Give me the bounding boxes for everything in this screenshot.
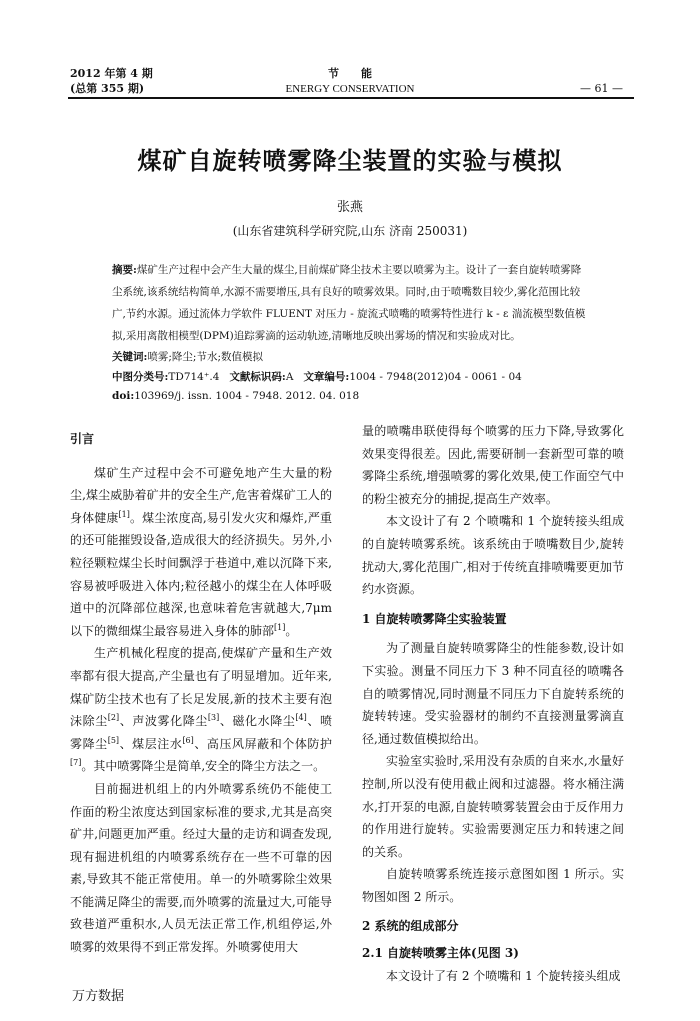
section-2-1-heading: 2.1 自旋转喷雾主体(见图 3)	[362, 946, 519, 961]
intro-heading: 引言	[70, 432, 95, 446]
section-2-heading: 2 系统的组成部分	[362, 919, 459, 934]
section-1-paragraph-1: 为了测量自旋转喷雾降尘的性能参数,设计如下实验。测量不同压力下 3 种不同直径的喷嘴各自的喷雾情况,同时测量不同压力下自旋转系统的旋转转速。受实验器材的制约不直接测量雾滴直径,通过数值模拟给出。	[362, 641, 624, 746]
keywords-text: 喷雾;降尘;节水;数值模拟	[147, 351, 264, 363]
author-name: 张燕	[336, 200, 363, 215]
doc-code-value: A	[285, 371, 294, 383]
wanfang-watermark: 万方数据	[72, 989, 125, 1004]
journal-name-en: ENERGY CONSERVATION	[285, 83, 415, 95]
right-column	[362, 420, 624, 987]
section-1-heading: 1 自旋转喷雾降尘实验装置	[362, 611, 507, 626]
author-affiliation: (山东省建筑科学研究院,山东 济南 250031)	[232, 224, 468, 238]
abstract	[112, 259, 590, 347]
intro-paragraph-1: 煤矿生产过程中会不可避免地产生大量的粉尘,煤尘威胁着矿井的安全生产,危害着煤矿工人的身体健康[1]。煤尘浓度高,易引发火灾和爆炸,严重的还可能摧毁设备,造成很大的经济损失。另外,小粒径颗粒煤尘长时间飘浮于巷道中,难以沉降下来,容易被呼吸进入体内;粒径越小的煤尘在人体呼吸道中的沉降部位越深,也意味着危害就越大,7μm 以下的微细煤尘最容易进入身体的肺部[1]。	[70, 465, 332, 638]
intro-paragraph-3: 目前掘进机组上的内外喷雾系统仍不能使工作面的粉尘浓度达到国家标准的要求,尤其是高突矿井,问题更加严重。经过大量的走访和调查发现,现有掘进机组的内喷雾系统存在一些不可靠的因素,导致其不能正常使用。单一的外喷雾除尘效果不能满足降尘的需要,而外喷雾的流量过大,可能导致巷道严重积水,人员无法正常工作,机组停运,外喷雾的效果得不到正常发挥。外喷雾使用大	[70, 781, 332, 955]
right-paragraph-1: 量的喷嘴串联使得每个喷雾的压力下降,导致雾化效果变得很差。因此,需要研制一套新型可靠的喷雾降尘系统,增强喷雾的雾化效果,使工作面空气中的粉尘被充分的捕捉,提高生产效率。	[362, 424, 624, 506]
section-1-paragraph-3: 自旋转喷雾系统连接示意图如图 1 所示。实物图如图 2 所示。	[362, 867, 624, 904]
article-no-value: 1004 - 7948(2012)04 - 0061 - 04	[349, 371, 522, 383]
section-1-paragraph-2: 实验室实验时,采用没有杂质的自来水,水量好控制,所以没有使用截止阀和过滤器。将水桶注满水,打开泵的电源,自旋转喷雾装置会由于反作用力的作用进行旋转。实验需要测定压力和转速之间的关系。	[362, 754, 624, 859]
article-no-label: 文章编号:	[303, 371, 350, 383]
keywords-label: 关键词:	[112, 351, 148, 363]
section-2-1-paragraph: 本文设计了有 2 个喷嘴和 1 个旋转接头组成	[386, 968, 621, 983]
left-column	[70, 420, 332, 959]
abstract-label: 摘要:	[112, 264, 137, 276]
right-paragraph-2: 本文设计了有 2 个喷嘴和 1 个旋转接头组成的自旋转喷雾系统。该系统由于喷嘴数目少,旋转扰动大,雾化范围广,相对于传统直排喷嘴要更加节约水资源。	[362, 514, 624, 597]
journal-name-cn: 节 能	[328, 67, 372, 80]
header-rule	[68, 97, 634, 99]
intro-paragraph-2: 生产机械化程度的提高,使煤矿产量和生产效率都有很大提高,产尘量也有了明显增加。近年来,煤矿防尘技术也有了长足发展,新的技术主要有泡沫除尘[2]、声波雾化降尘[3]、磁化水降尘[4]、喷雾降尘[5]、煤层注水[6]、高压风屏蔽和个体防护[7]。其中喷雾降尘是简单,安全的降尘方法之一。	[70, 646, 332, 774]
doi-line	[112, 387, 590, 405]
issue-year: 2012 年第 4 期	[70, 67, 153, 80]
clc-value: TD714⁺.4	[168, 371, 220, 383]
page-number: — 61 —	[580, 82, 623, 95]
classification-line	[112, 368, 590, 386]
doi-label: doi:	[112, 390, 135, 402]
doc-code-label: 文献标识码:	[229, 371, 286, 383]
issue-total: (总第 355 期)	[70, 82, 145, 95]
paper-title: 煤矿自旋转喷雾降尘装置的实验与模拟	[137, 146, 563, 175]
clc-label: 中图分类号:	[112, 371, 169, 383]
abstract-text: 煤矿生产过程中会产生大量的煤尘,目前煤矿降尘技术主要以喷雾为主。设计了一套自旋转喷雾降尘系统,该系统结构简单,水源不需要增压,具有良好的喷雾效果。同时,由于喷嘴数目较少,雾化范围比较广,节约水源。通过流体力学软件 FLUENT 对压力 - 旋流式喷嘴的喷雾特性进行 k - ε 湍流模型数值模拟,采用离散相模型(DPM)追踪雾滴的运动轨迹,清晰地反映出雾场的情况和实验成对比。	[112, 264, 586, 342]
keywords	[112, 348, 590, 366]
doi-value: 103969/j. issn. 1004 - 7948. 2012. 04. 018	[134, 390, 360, 402]
